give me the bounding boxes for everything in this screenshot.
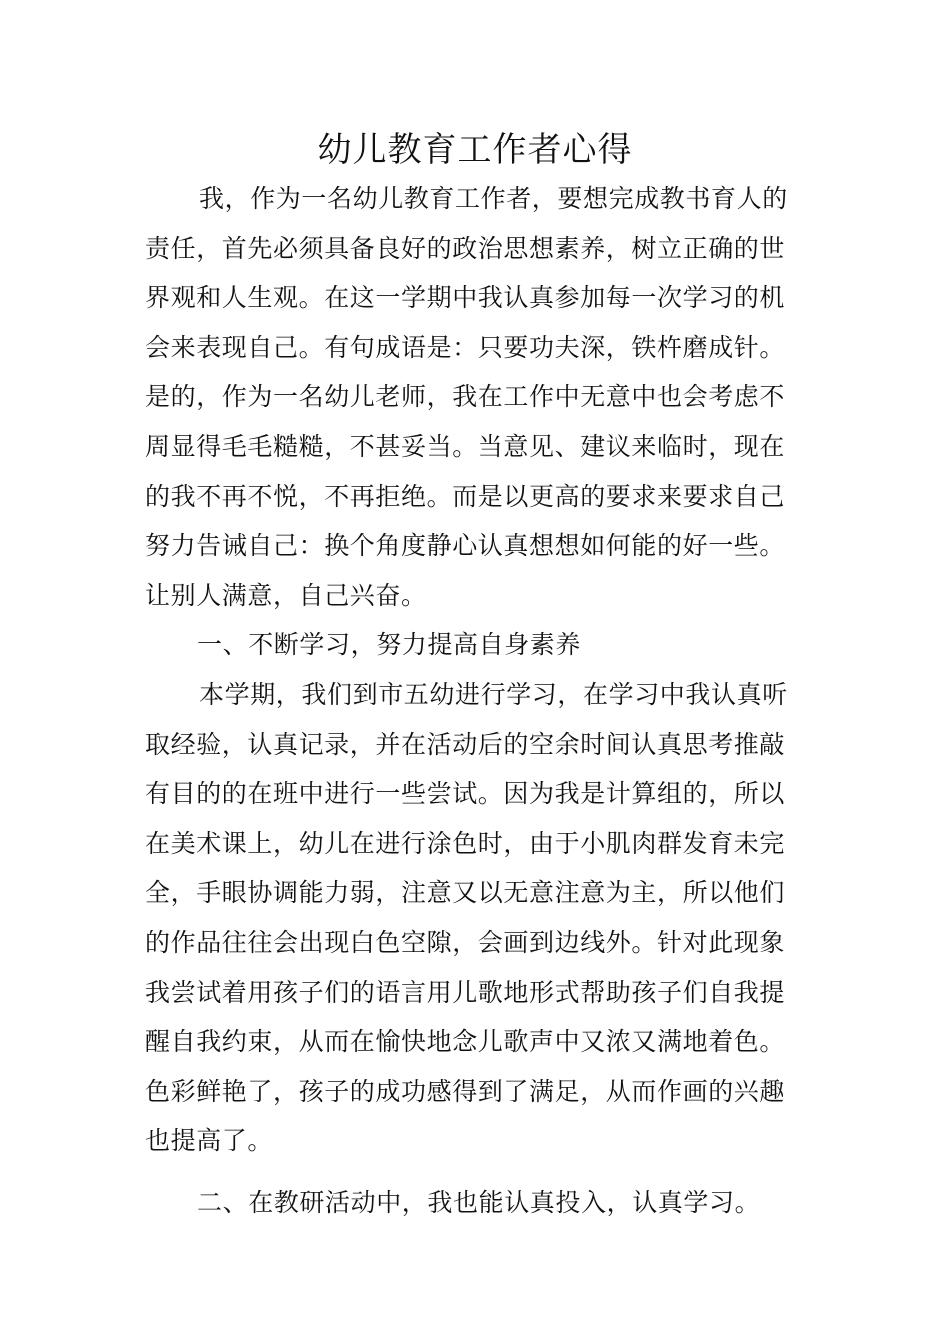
- text-line: 也提高了。: [145, 1126, 274, 1156]
- text-line: 的我不再不悦，不再拒绝。而是以更高的要求来要求自己: [145, 481, 786, 511]
- text-line: 会来表现自己。有句成语是：只要功夫深，铁杵磨成针。: [145, 332, 786, 362]
- text-line: 本学期，我们到市五幼进行学习，在学习中我认真听: [199, 679, 788, 709]
- section-heading: 一、不断学习，努力提高自身素养: [197, 630, 582, 660]
- text-line: 在美术课上，幼儿在进行涂色时，由于小肌肉群发育未完: [145, 828, 786, 858]
- text-line: 是的，作为一名幼儿老师，我在工作中无意中也会考虑不: [145, 382, 786, 412]
- document-body: [145, 174, 807, 1227]
- document-title: 幼儿教育工作者心得: [317, 130, 633, 170]
- paragraph-gap: [145, 1166, 807, 1178]
- text-line: 我，作为一名幼儿教育工作者，要想完成教书育人的: [199, 184, 788, 213]
- text-line: 让别人满意，自己兴奋。: [145, 580, 427, 610]
- text-line: 周显得毛毛糙糙，不甚妥当。当意见、建议来临时，现在: [145, 431, 786, 461]
- text-line: 努力告诫自己：换个角度静心认真想想如何能的好一些。: [145, 531, 786, 561]
- text-line: 的作品往往会出现白色空隙，会画到边线外。针对此现象: [145, 927, 786, 957]
- text-line: 责任，首先必须具备良好的政治思想素养，树立正确的世: [145, 233, 786, 263]
- text-line: 全，手眼协调能力弱，注意又以无意注意为主，所以他们: [145, 878, 786, 908]
- text-line: 界观和人生观。在这一学期中我认真参加每一次学习的机: [145, 283, 786, 313]
- text-line: 色彩鲜艳了，孩子的成功感得到了满足，从而作画的兴趣: [145, 1076, 786, 1106]
- text-line: 有目的的在班中进行一些尝试。因为我是计算组的，所以: [145, 779, 786, 809]
- section-heading: 二、在教研活动中，我也能认真投入，认真学习。: [197, 1187, 761, 1217]
- text-line: 醒自我约束，从而在愉快地念儿歌声中又浓又满地着色。: [145, 1027, 786, 1057]
- text-line: 我尝试着用孩子们的语言用儿歌地形式帮助孩子们自我提: [145, 977, 786, 1007]
- text-line: 取经验，认真记录，并在活动后的空余时间认真思考推敲: [145, 729, 786, 759]
